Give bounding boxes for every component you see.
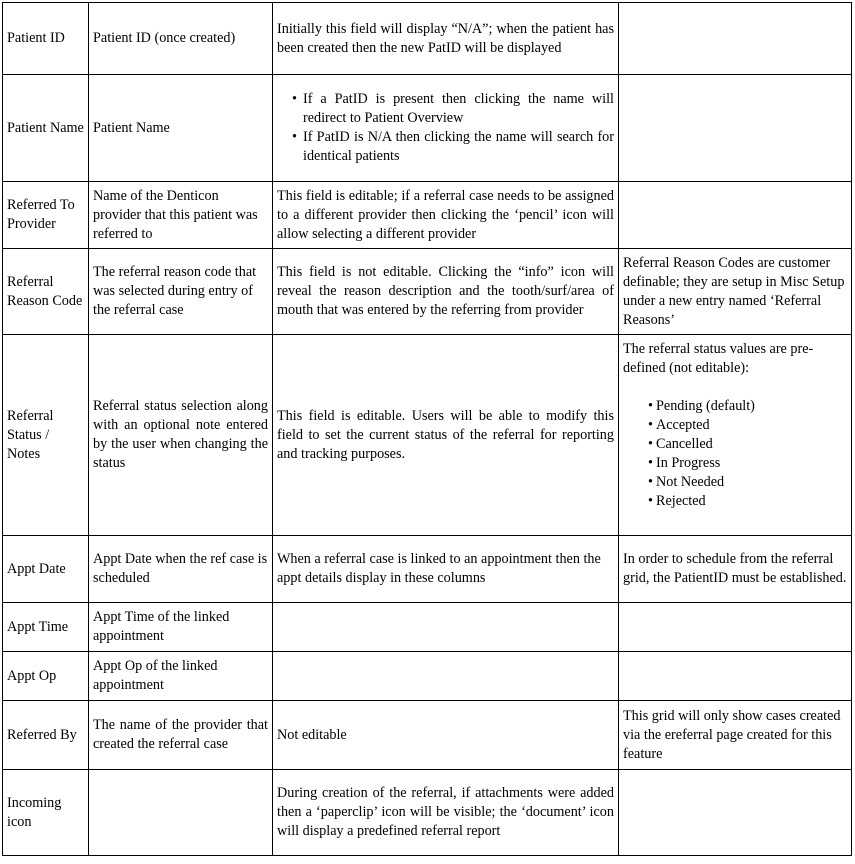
bullet-item: • If PatID is N/A then clicking the name will search for identical patients: [303, 128, 614, 166]
description-cell: Appt Time of the linked appointment: [89, 603, 273, 652]
behavior-cell: During creation of the referral, if attachments were added then a ‘paperclip’ icon will be visible; the ‘document’ icon will display a predefined referral report: [273, 770, 619, 856]
description-cell: Appt Date when the ref case is scheduled: [89, 536, 273, 603]
description-cell: Appt Op of the linked appointment: [89, 652, 273, 701]
field-spec-table: [2, 2, 852, 856]
table-row-appt-op: [3, 652, 852, 701]
behavior-cell: Not editable: [273, 701, 619, 770]
behavior-cell: This field is not editable. Clicking the “info” icon will reveal the reason description and the tooth/surf/area of mouth that was entered by the referring from provider: [273, 249, 619, 335]
table-row-patient-id: [3, 3, 852, 75]
behavior-cell: [273, 603, 619, 652]
bullet-item: • If a PatID is present then clicking the name will redirect to Patient Overview: [303, 90, 614, 128]
description-cell: Referral status selection along with an optional note entered by the user when changing the status: [89, 335, 273, 536]
field-name-cell: Referred To Provider: [3, 182, 89, 249]
table-row-appt-time: [3, 603, 852, 652]
description-cell: The name of the provider that created the referral case: [89, 701, 273, 770]
notes-cell: [619, 3, 852, 75]
spacer: [623, 378, 847, 397]
status-value-item: • Pending (default): [656, 397, 847, 416]
description-cell: [89, 770, 273, 856]
field-name-cell: Appt Time: [3, 603, 89, 652]
notes-cell: Referral Reason Codes are customer definable; they are setup in Misc Setup under a new entry named ‘Referral Reasons’: [619, 249, 852, 335]
notes-cell: [619, 652, 852, 701]
description-cell: Patient ID (once created): [89, 3, 273, 75]
notes-cell: [619, 182, 852, 249]
notes-cell: This grid will only show cases created via the ereferral page created for this feature: [619, 701, 852, 770]
notes-cell: [619, 335, 852, 536]
notes-cell: [619, 75, 852, 182]
table-row-referred-by: [3, 701, 852, 770]
behavior-cell: This field is editable. Users will be able to modify this field to set the current status of the referral for reporting and tracking purposes.: [273, 335, 619, 536]
description-cell: Name of the Denticon provider that this patient was referred to: [89, 182, 273, 249]
behavior-cell: This field is editable; if a referral case needs to be assigned to a different provider then clicking the ‘pencil’ icon will allow selecting a different provider: [273, 182, 619, 249]
field-name-cell: Patient Name: [3, 75, 89, 182]
table-row-patient-name: [3, 75, 852, 182]
table-row-appt-date: [3, 536, 852, 603]
behavior-bullet-list: [277, 90, 614, 166]
behavior-cell: Initially this field will display “N/A”; when the patient has been created then the new PatID will be displayed: [273, 3, 619, 75]
field-name-cell: Referral Status / Notes: [3, 335, 89, 536]
behavior-cell: [273, 652, 619, 701]
table-row-referral-status-notes: [3, 335, 852, 536]
description-cell: The referral reason code that was selected during entry of the referral case: [89, 249, 273, 335]
field-name-cell: Appt Date: [3, 536, 89, 603]
behavior-cell: When a referral case is linked to an appointment then the appt details display in these columns: [273, 536, 619, 603]
status-value-item: • Cancelled: [656, 435, 847, 454]
table-row-incoming-icon: [3, 770, 852, 856]
description-cell: Patient Name: [89, 75, 273, 182]
notes-cell: [619, 770, 852, 856]
status-intro-text: The referral status values are pre-defined (not editable):: [623, 341, 814, 376]
table-row-referral-reason-code: [3, 249, 852, 335]
status-values-list: [623, 397, 847, 511]
status-value-item: • In Progress: [656, 454, 847, 473]
field-name-cell: Patient ID: [3, 3, 89, 75]
field-name-cell: Incoming icon: [3, 770, 89, 856]
table-row-referred-to-provider: [3, 182, 852, 249]
behavior-cell: [273, 75, 619, 182]
notes-cell: In order to schedule from the referral grid, the PatientID must be established.: [619, 536, 852, 603]
status-value-item: • Accepted: [656, 416, 847, 435]
field-name-cell: Referral Reason Code: [3, 249, 89, 335]
field-name-cell: Appt Op: [3, 652, 89, 701]
spacer: [623, 511, 847, 530]
status-value-item: • Not Needed: [656, 473, 847, 492]
field-name-cell: Referred By: [3, 701, 89, 770]
notes-cell: [619, 603, 852, 652]
status-value-item: • Rejected: [656, 492, 847, 511]
